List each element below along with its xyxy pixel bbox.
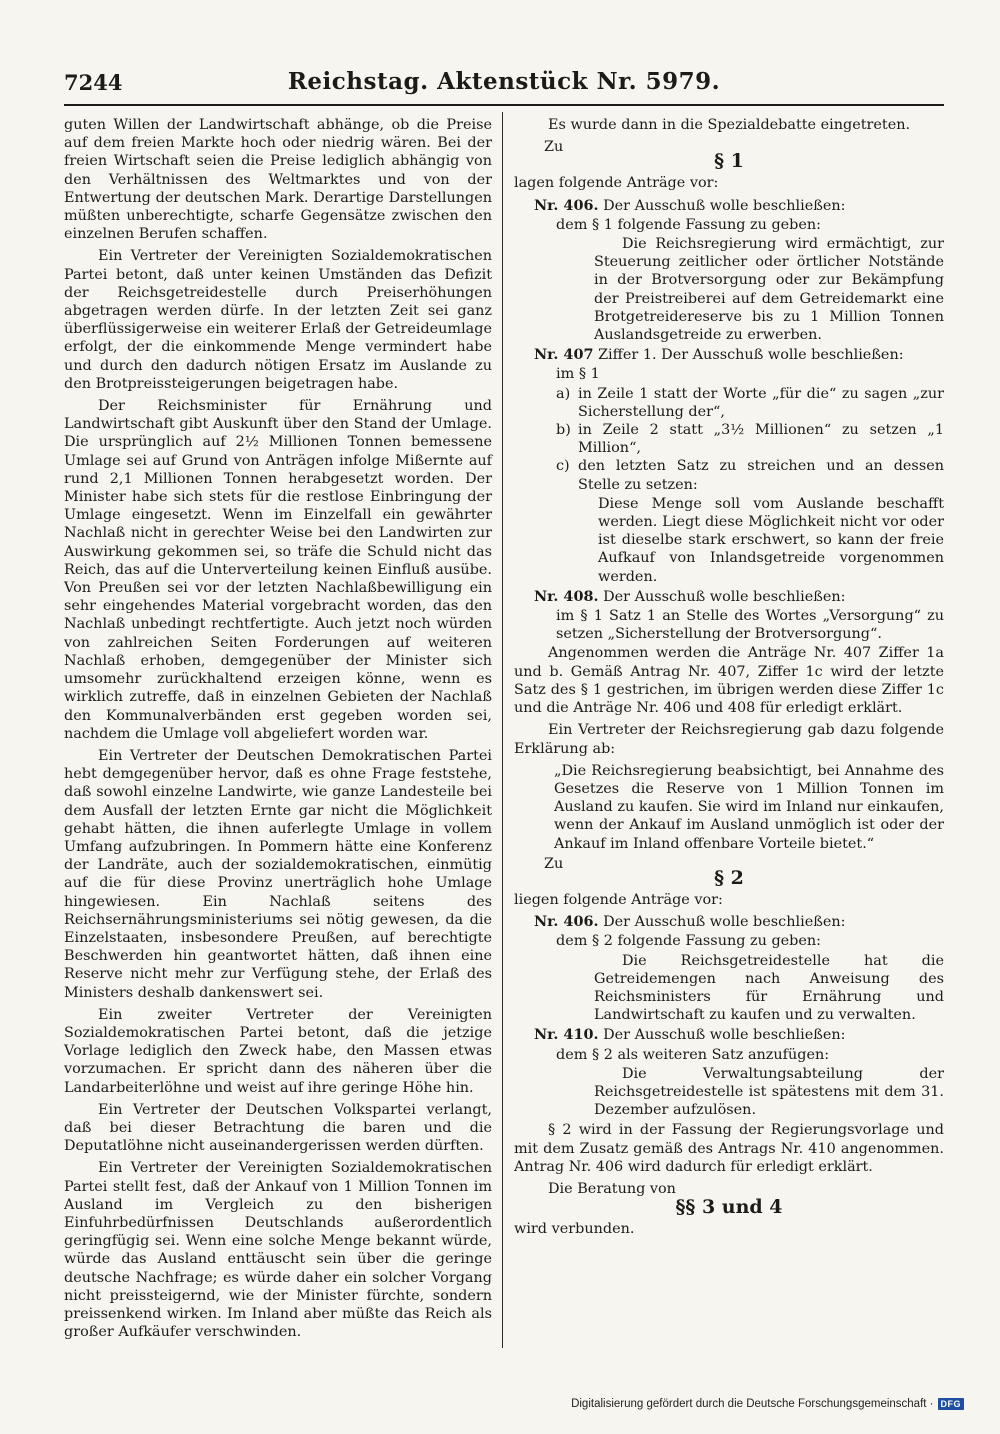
motion-text: Der Ausschuß wolle beschließen:: [603, 588, 846, 605]
motion-items: [556, 385, 944, 494]
motion-sub: dem § 2 folgende Fassung zu geben:: [556, 933, 822, 950]
motion-sub: im § 1: [556, 366, 600, 383]
section-heading: § 2: [714, 866, 744, 889]
motion-number: Nr. 407: [534, 346, 594, 364]
motion-quote: Die Reichsgetreidestelle hat die Getreidemengen nach Anweisung des Reichsministers für Ernährung und Landwirtschaft zu kaufen und zu verwalten.: [594, 952, 944, 1024]
paragraph: Angenommen werden die Anträge Nr. 407 Ziffer 1a und b. Gemäß Antrag Nr. 407, Ziffer 1c wird der letzte Satz des § 1 gestrichen, im übrigen werden diese Ziffer 1c und die Anträge Nr. 406 und 408 für erledigt erklärt.: [514, 645, 944, 717]
paragraph: Die Beratung von: [548, 1180, 676, 1197]
motion: [514, 197, 944, 215]
item-text: in Zeile 2 statt „3½ Millionen“ zu setzen „1 Million“,: [578, 422, 944, 457]
zu-label: Zu: [544, 139, 564, 156]
running-title: Reichstag. Aktenstück Nr. 5979.: [287, 68, 721, 95]
header-rule: [64, 104, 944, 106]
left-column: [64, 116, 492, 1345]
motion-number: Nr. 406.: [534, 196, 599, 214]
paragraph: § 2 wird in der Fassung der Regierungsvorlage und mit dem Zusatz gemäß des Antrags Nr. 410 angenommen. Antrag Nr. 406 wird dadurch für erledigt erklärt.: [514, 1122, 944, 1175]
motion: [514, 1026, 944, 1044]
motion: [514, 913, 944, 931]
list-item: [556, 457, 944, 493]
paragraph: wird verbunden.: [514, 1221, 635, 1238]
item-label: c): [556, 458, 570, 475]
motion-number: Nr. 406.: [534, 913, 599, 931]
column-divider: [502, 112, 503, 1348]
paragraph: Ein Vertreter der Reichsregierung gab dazu folgende Erklärung ab:: [514, 722, 944, 757]
motion-text: Der Ausschuß wolle beschließen:: [603, 1027, 846, 1044]
paragraph: Ein zweiter Vertreter der Vereinigten Sozialdemokratischen Partei betont, daß die jetzige Vorlage lediglich den Zweck habe, den Massen etwas vorzumachen. Er spricht dann des näheren über die Landarbeiterlöhne und weist auf ihre geringe Höhe hin.: [64, 1006, 492, 1096]
paragraph: Ein Vertreter der Vereinigten Sozialdemokratischen Partei betont, daß unter keinen Umständen das Defizit der Reichsgetreidestelle durch Preiserhöhungen abgetragen werden dürfe. In der letzten Zeit sei ganz überflüssigerweise ein weiterer Erlaß der Getreideumlage erfolgt, der die einkommende Menge vermindert habe und durch den dadurch nötigen Ersatz im Auslande zu den Brotpreissteigerungen beigetragen habe.: [64, 248, 492, 392]
paragraph: lagen folgende Anträge vor:: [514, 175, 719, 192]
paragraph: Ein Vertreter der Deutschen Demokratischen Partei hebt demgegenüber hervor, daß es ohne Frage feststehe, daß sowohl einzelne Landwirte, wie ganze Landesteile bei dem Ausfall der letzten Ernte gar nicht die Möglichkeit gehabt hätten, die ihnen auferlegte Umlage in vollem Umfang aufzubringen. In Pommern hätte eine Konferenz der Landräte, auch der sozialdemokratischen, einmütig auf die für diese Provinz unerträglich hohe Umlage hingewiesen. Ein Nachlaß seitens des Reichsernährungsministeriums sei nötig gewesen, da die Einzelstaaten, insbesondere Preußen, auf berechtigte Beschwerden hin geantwortet hätten, daß ihnen eine Reserve nicht mehr zur Verfügung stehe, der Erlaß des Ministers deshalb dankenswert sei.: [64, 747, 492, 1001]
motion-sub: dem § 2 als weiteren Satz anzufügen:: [556, 1046, 830, 1063]
motion-quote: Diese Menge soll vom Auslande beschafft werden. Liegt diese Möglichkeit nicht vor oder ist dieselbe stark erschwert, so kann der freie Aufkauf von Inlandsgetreide vorgenommen werden.: [598, 495, 944, 585]
paragraph: Ein Vertreter der Deutschen Volkspartei verlangt, daß bei dieser Betrachtung die baren und die Deputatlöhne nicht auseinandergerissen werden dürften.: [64, 1101, 492, 1155]
declaration-quote: „Die Reichsregierung beabsichtigt, bei Annahme des Gesetzes die Reserve von 1 Million Tonnen im Ausland zu kaufen. Sie wird im Inland nur einkaufen, wenn der Ankauf im Ausland unmöglich ist oder der Ankauf im Inland offenbare Vorteile bietet.“: [554, 762, 944, 852]
credit-text: Digitalisierung gefördert durch die Deutsche Forschungsgemeinschaft ·: [571, 1398, 934, 1410]
page-number: 7244: [64, 70, 123, 95]
motion-quote: Die Verwaltungsabteilung der Reichsgetreidestelle ist spätestens mit dem 31. Dezember aufzulösen.: [594, 1065, 944, 1119]
motion: [514, 588, 944, 606]
paragraph: Ein Vertreter der Vereinigten Sozialdemokratischen Partei stellt fest, daß der Ankauf von 1 Million Tonnen im Ausland im Vergleich zu den bisherigen Einfuhrbedürfnissen Deutschlands außerordentlich geringfügig sei. Wenn eine solche Menge bekannt würde, würde das Ausland enttäuscht sein über die geringe deutsche Nachfrage; es würde daher ein solcher Vorgang nicht preissteigernd, wie der Minister fürchte, sondern preissenkend wirken. Im Inland aber müßte das Reich als großer Aufkäufer verschwinden.: [64, 1160, 492, 1341]
item-label: b): [556, 422, 571, 439]
motion-text: Ziffer 1. Der Ausschuß wolle beschließen:: [598, 347, 904, 364]
paragraph: liegen folgende Anträge vor:: [514, 891, 723, 908]
dfg-logo-icon: DFG: [938, 1398, 965, 1410]
item-text: den letzten Satz zu streichen und an dessen Stelle zu setzen:: [578, 458, 944, 493]
paragraph: Es wurde dann in die Spezialdebatte eingetreten.: [548, 117, 911, 133]
list-item: [556, 421, 944, 457]
motion-number: Nr. 410.: [534, 1026, 599, 1044]
motion-sub: dem § 1 folgende Fassung zu geben:: [556, 216, 822, 233]
zu-label: Zu: [544, 855, 564, 872]
motion-sub: im § 1 Satz 1 an Stelle des Wortes „Versorgung“ zu setzen „Sicherstellung der Brotversorgung“.: [556, 608, 944, 643]
motion-text: Der Ausschuß wolle beschließen:: [603, 197, 846, 214]
motion: [514, 346, 944, 364]
right-column: [514, 116, 944, 1242]
motion-quote: Die Reichsregierung wird ermächtigt, zur Steuerung zeitlicher oder örtlicher Notstände in der Brotversorgung oder zur Bekämpfung der Preistreiberei auf dem Getreidemarkt eine Brotgetreidereserve bis zu 1 Million Tonnen Auslandsgetreide zu erwerben.: [594, 236, 944, 344]
section-heading: § 1: [714, 150, 744, 173]
section-heading: §§ 3 und 4: [675, 1196, 783, 1219]
paragraph: Der Reichsminister für Ernährung und Landwirtschaft gibt Auskunft über den Stand der Umlage. Die ursprünglich auf 2½ Millionen Tonnen bemessene Umlage sei auf Grund von Anträgen infolge Mißernte auf rund 2,1 Millionen Tonnen herabgesetzt worden. Der Minister habe sich stets für die restlose Einbringung der Umlage eingesetzt. Wenn im Einzelfall ein gewährter Nachlaß nicht in gerechter Weise bei den Landwirten zur Auswirkung gekommen sei, so träfe die Schuld nicht das Reich, das auf die Unterverteilung keinen Einfluß ausübe. Von Preußen sei vor der letzten Nachlaßbewilligung ein sehr eingehendes Material vorgebracht worden, das den Nachlaß unbedingt rechtfertigte. Auch jetzt noch würden von zahlreichen Seiten Forderungen auf weiteren Nachlaß erhoben, demgegenüber der Minister sich umsomehr zurückhaltend erzeigen könne, wenn es wirklich zutreffe, daß in einzelnen Gebieten der Nachlaß den Kommunalverbänden erst gegeben worden sei, nachdem die Umlage voll abgeliefert worden war.: [64, 398, 492, 742]
motion-text: Der Ausschuß wolle beschließen:: [603, 914, 846, 931]
motion-number: Nr. 408.: [534, 587, 599, 605]
paragraph: guten Willen der Landwirtschaft abhänge, ob die Preise auf dem freien Markte hoch oder niedrig wären. Bei der freien Wirtschaft seien die Preise lediglich abhängig von den Verhältnissen des Weltmarktes und von der Entwertung der deutschen Mark. Derartige Darstellungen müßten unberechtigte, scharfe Gegensätze zwischen den einzelnen Berufen schaffen.: [64, 117, 492, 243]
list-item: [556, 385, 944, 421]
item-text: in Zeile 1 statt der Worte „für die“ zu sagen „zur Sicherstellung der“,: [578, 385, 944, 420]
digitization-credit: [571, 1398, 964, 1410]
item-label: a): [556, 385, 571, 402]
page-header: [64, 68, 944, 102]
